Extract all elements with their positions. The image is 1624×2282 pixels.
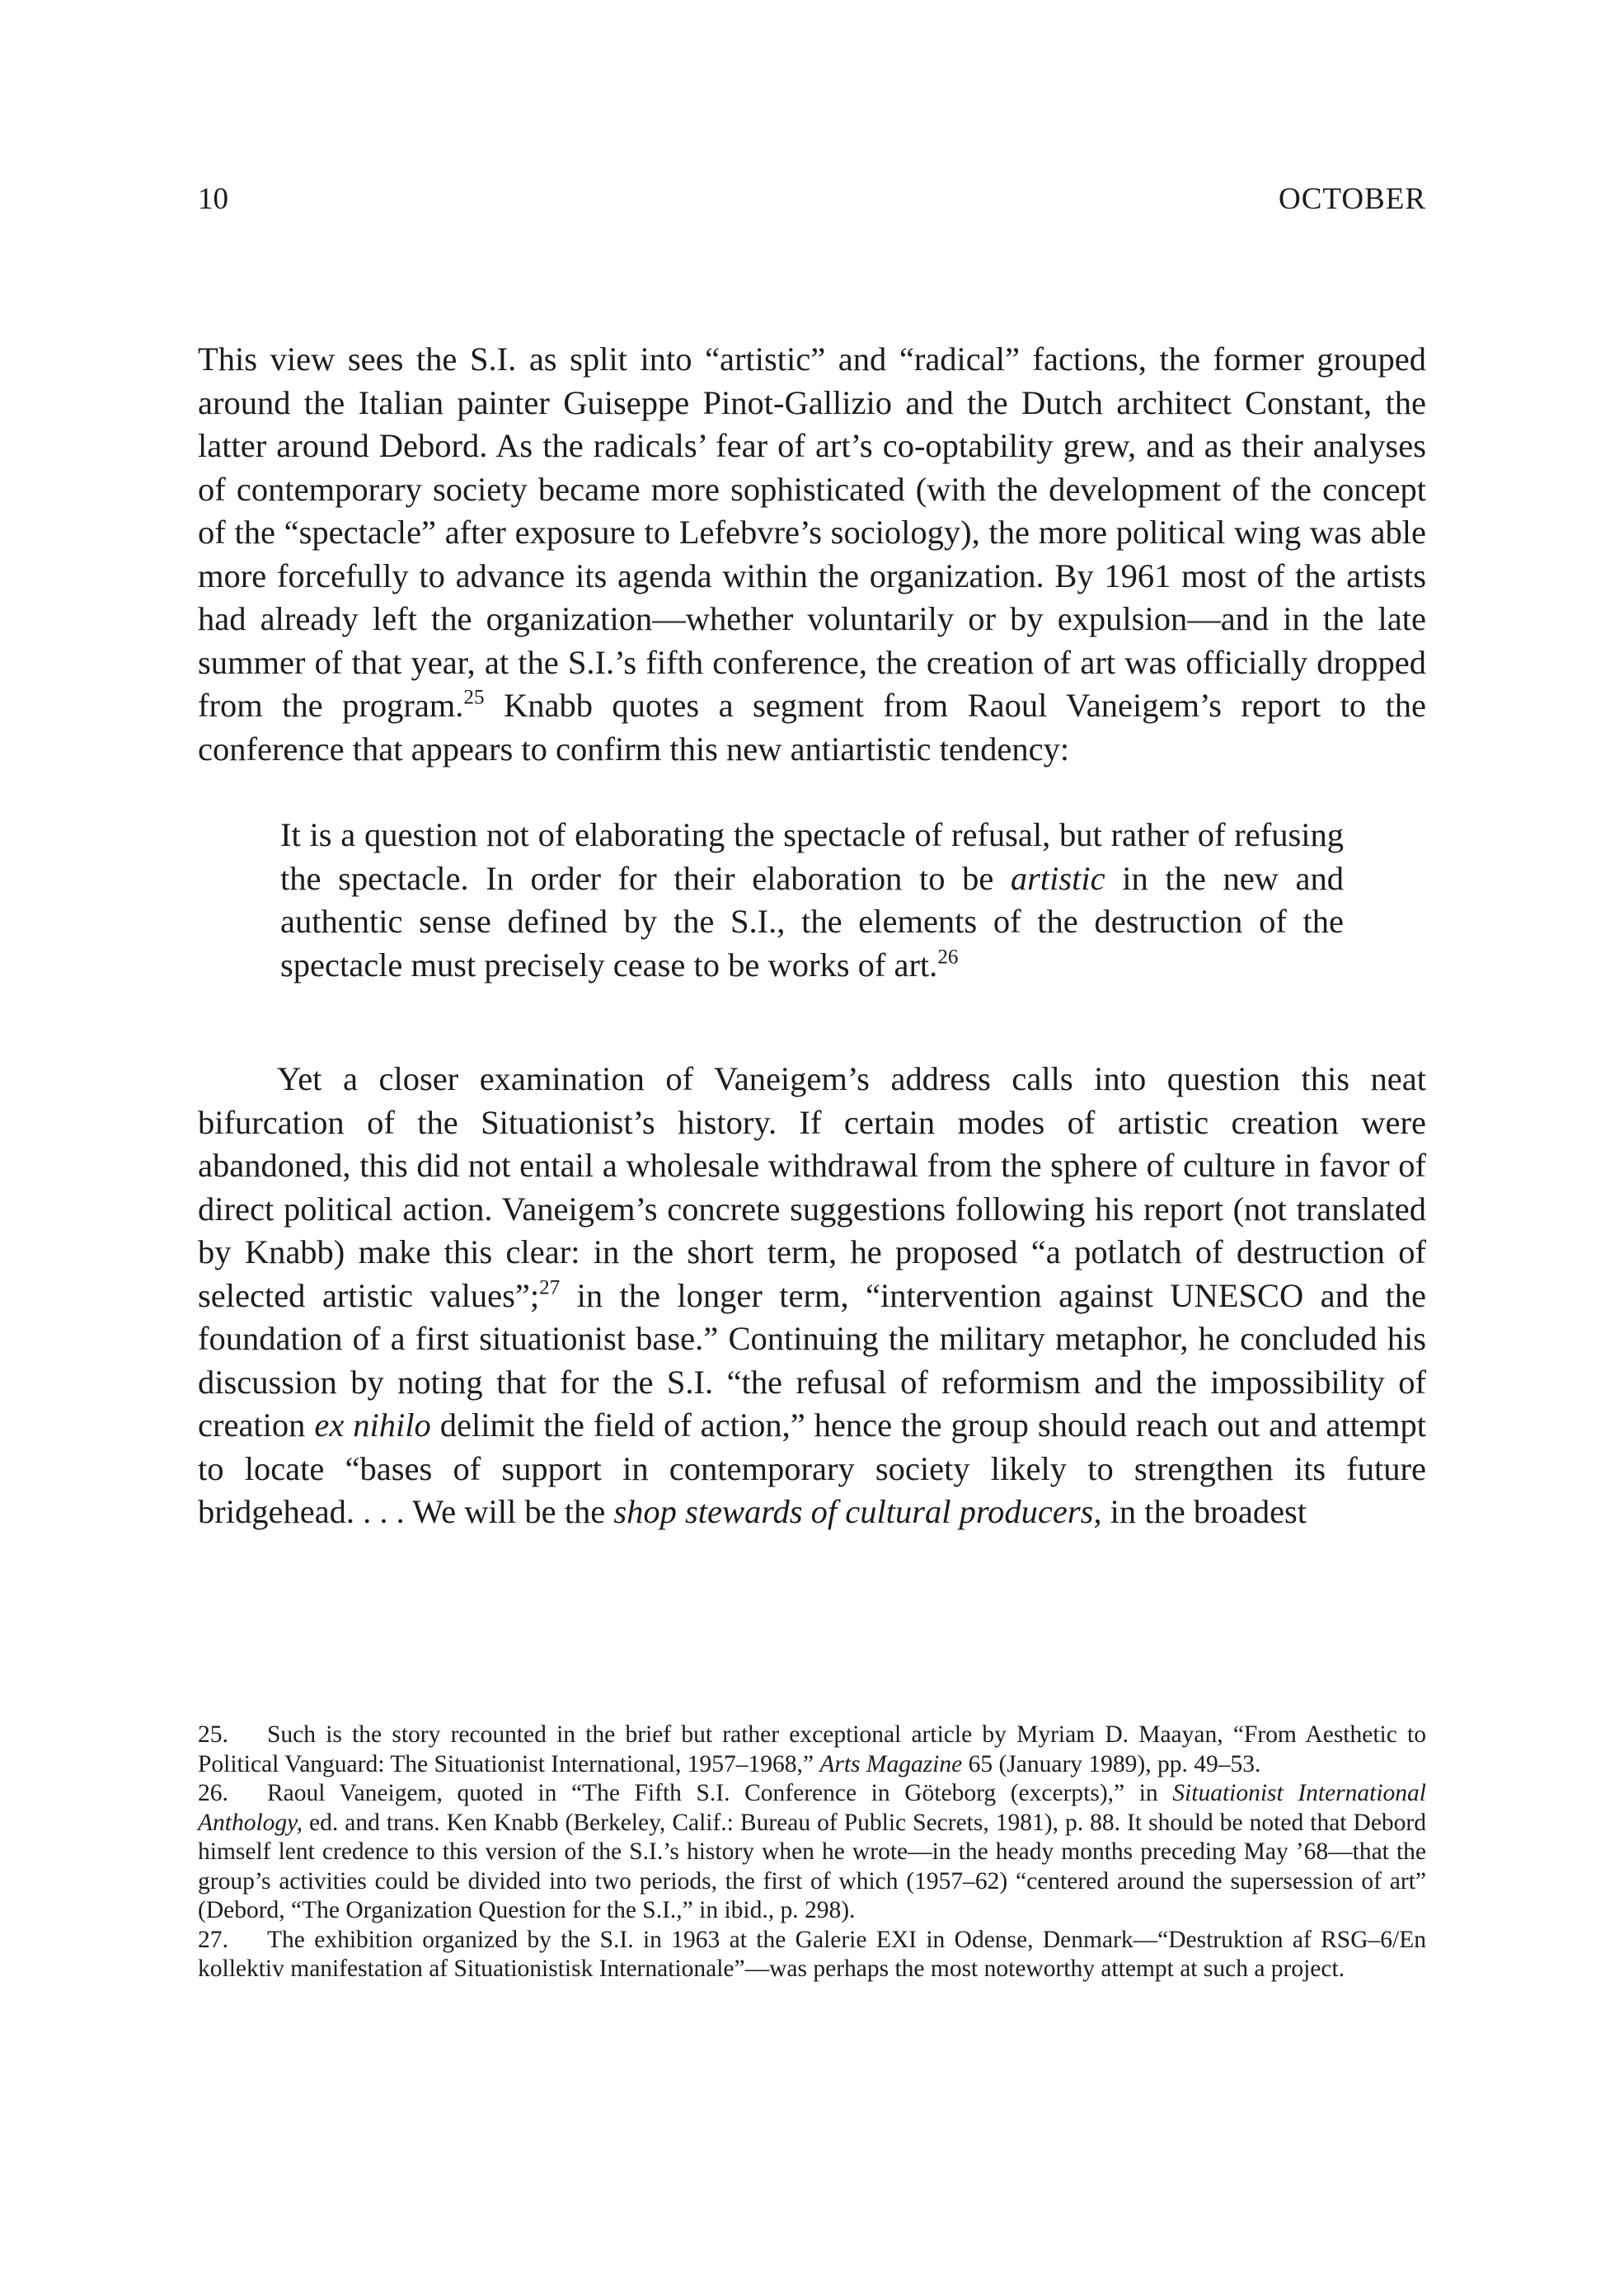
footnote-26 <box>198 1779 1426 1926</box>
footnote-26-italic: Situationist International Anthology, <box>198 1780 1426 1836</box>
paragraph-1-text-a: This view sees the S.I. as split into “artistic” and “radical” factions, the former grouped around the Italian painter Guiseppe Pinot-Gallizio and the Dutch architect Constant, the latter around Debord. As the radicals’ fear of art’s co-optability grew, and as their analyses of contemporary society became more sophisticated (with the development of the concept of the “spectacle” after exposure to Lefebvre’s sociology), the more political wing was able more forcefully to advance its agenda within the organization. By 1961 most of the artists had already left the organization—whether voluntarily or by expulsion—and in the late summer of that year, at the S.I.’s fifth conference, the creation of art was officially dropped from the program. <box>198 340 1426 724</box>
footnote-25 <box>198 1721 1426 1779</box>
footnote-25-number: 25. <box>198 1721 228 1748</box>
footnote-ref-26[interactable]: 26 <box>937 945 959 968</box>
footnote-ref-27[interactable]: 27 <box>539 1275 561 1298</box>
footnote-26-number: 26. <box>198 1780 228 1806</box>
paragraph-2-text-d: in the broadest <box>1101 1493 1307 1530</box>
block-quote <box>280 814 1344 987</box>
quote-italic-artistic: artistic <box>1010 859 1105 897</box>
paragraph-1 <box>198 338 1426 771</box>
journal-title: OCTOBER <box>1278 182 1426 216</box>
running-header <box>198 181 1426 223</box>
footnote-27-text: The exhibition organized by the S.I. in 1963 at the Galerie EXI in Odense, Denmark—“Destruktion af RSG–6/En kollektiv manifestation af Situationistisk Internationale”—was perhaps the most noteworthy attempt at such a project. <box>198 1926 1426 1982</box>
paragraph-1-text-b: Knabb quotes a segment from Raoul Vaneigem’s report to the conference that appears to confirm this new antiartistic tendency: <box>198 687 1426 768</box>
footnote-25-italic: Arts Magazine <box>819 1750 963 1777</box>
paragraph-2-text-c: delimit the field of action,” hence the group should reach out and attempt to locate “bases of support in contemporary society likely to strengthen its future bridgehead. . . . We will be the <box>198 1406 1427 1530</box>
main-text <box>198 338 1426 1534</box>
footnotes <box>198 1721 1426 1984</box>
footnote-26-text-b: ed. and trans. Ken Knabb (Berkeley, Calif.: Bureau of Public Secrets, 1981), p. 88. It should be noted that Debord himself lent credence to this version of the S.I.’s history when he wrote—in the heady months preceding May ’68—that the group’s activities could be divided into two periods, the first of which (1957–62) “centered around the supersession of art” (Debord, “The Organization Question for the S.I.,” in ibid., p. 298). <box>198 1809 1426 1923</box>
footnote-25-text-a: Such is the story recounted in the brief but rather exceptional article by Myriam D. Maayan, “From Aesthetic to Political Vanguard: The Situationist International, 1957–1968,” <box>198 1721 1426 1777</box>
footnote-25-text-b: 65 (January 1989), pp. 49–53. <box>962 1750 1261 1777</box>
paragraph-2 <box>198 1058 1426 1534</box>
quote-text-b: in the new and authentic sense defined by the S.I., the elements of the destruction of the spectacle must precisely cease to be works of art. <box>280 859 1344 984</box>
footnote-26-text-a: Raoul Vaneigem, quoted in “The Fifth S.I. Conference in Göteborg (excerpts),” in <box>267 1780 1173 1806</box>
paragraph-2-text-b: in the longer term, “intervention against UNESCO and the foundation of a first situationist base.” Continuing the military metaphor, he concluded his discussion by noting that for the S.I. “the refusal of reformism and the impossibility of creation <box>198 1276 1426 1444</box>
italic-ex-nihilo: ex nihilo <box>314 1406 431 1444</box>
italic-shop-stewards: shop stewards of cultural producers, <box>613 1493 1102 1530</box>
quote-text-a: It is a question not of elaborating the spectacle of refusal, but rather of refusing the spectacle. In order for their elaboration to be <box>280 816 1344 897</box>
footnote-27 <box>198 1926 1426 1984</box>
page-number: 10 <box>198 182 228 216</box>
footnote-ref-25[interactable]: 25 <box>463 686 485 709</box>
paragraph-2-text-a: Yet a closer examination of Vaneigem’s address calls into question this neat bifurcation of the Situationist’s history. If certain modes of artistic creation were abandoned, this did not entail a wholesale withdrawal from the sphere of culture in favor of direct political action. Vaneigem’s concrete suggestions following his report (not translated by Knabb) make this clear: in the short term, he proposed “a potlatch of destruction of selected artistic values”; <box>198 1060 1426 1314</box>
footnote-27-number: 27. <box>198 1926 228 1953</box>
